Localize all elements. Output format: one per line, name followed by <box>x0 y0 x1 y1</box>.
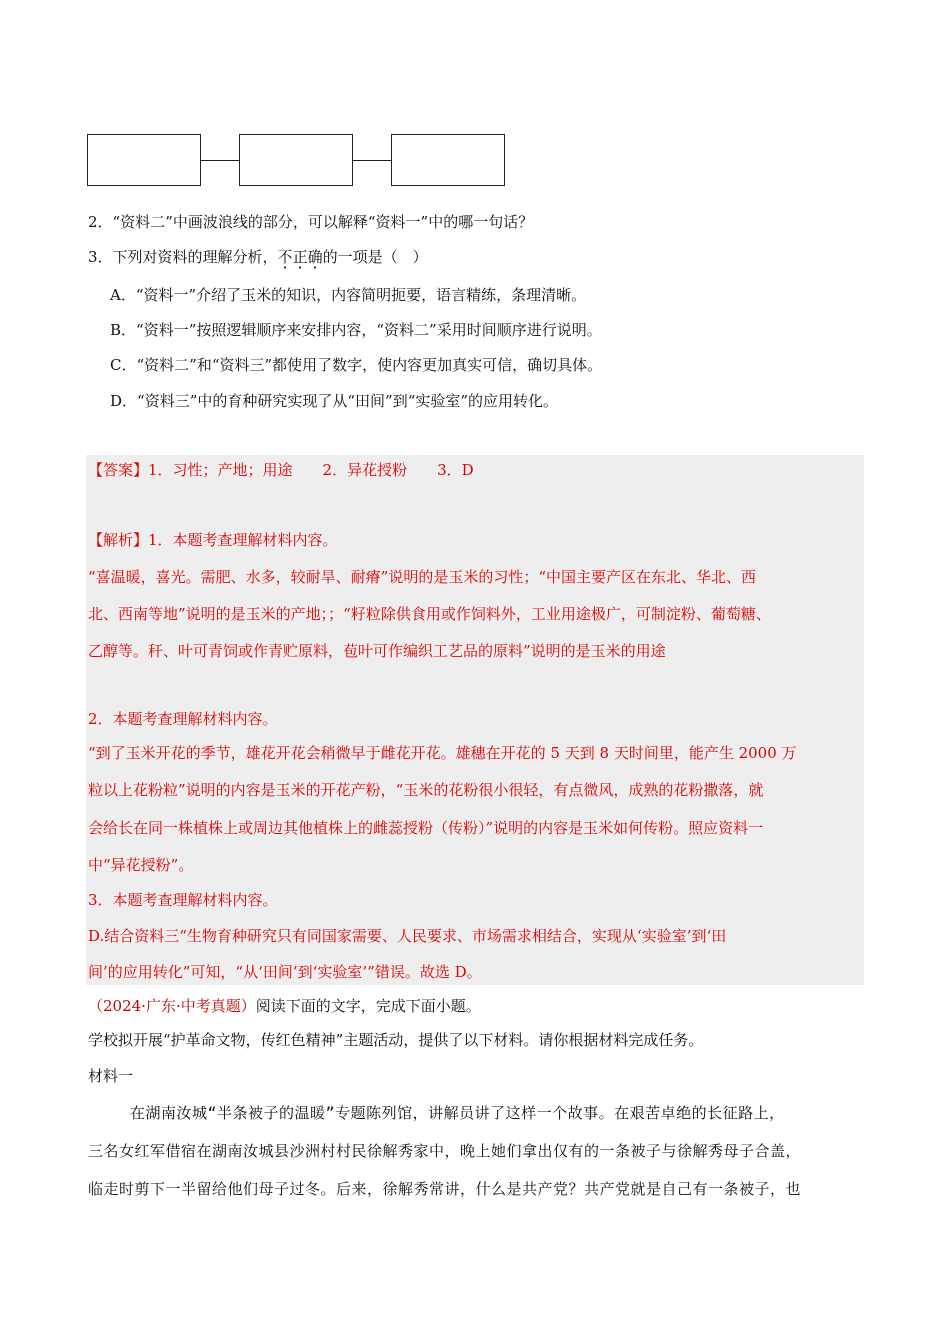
analysis-2-line-2: 粒以上花粉粒”说明的内容是玉米的开花产粉，“玉米的花粉很小很轻，有点微风，成熟的花粉撒落，就 <box>88 781 764 799</box>
flow-connector-1 <box>201 160 239 161</box>
flow-box-2 <box>239 134 353 186</box>
analysis-2-line-3: 会给长在同一株植株上或周边其他植株上的雌蕊授粉（传粉）”说明的内容是玉米如何传粉。照应资料一 <box>88 819 764 837</box>
material-line-2: 三名女红军借宿在湖南汝城县沙洲村村民徐解秀家中，晚上她们拿出仅有的一条被子与徐解秀母子合盖， <box>88 1142 802 1160</box>
analysis-2-line-1: “到了玉米开花的季节，雄花开花会稍微早于雌花开花。雄穗在开花的 5 天到 8 天时间里，能产生 2000 万 <box>88 744 797 762</box>
source-instruction: 阅读下面的文字，完成下面小题。 <box>255 997 481 1015</box>
analysis-label: 【解析】 <box>88 531 149 549</box>
emphasis-char: 不 <box>277 248 293 266</box>
answer-line <box>88 460 474 480</box>
option-b: B．“资料一”按照逻辑顺序来安排内容，“资料二”采用时间顺序进行说明。 <box>110 321 602 339</box>
emphasis-char: 正 <box>292 248 308 266</box>
emphasis-char: 确 <box>307 248 323 266</box>
next-question-source-line <box>88 996 481 1016</box>
analysis-2-head: 2．本题考查理解材料内容。 <box>88 710 278 728</box>
option-a: A．“资料一”介绍了玉米的知识，内容简明扼要，语言精练，条理清晰。 <box>110 286 587 304</box>
question-3-tail: 的一项是（ ） <box>322 248 428 266</box>
analysis-3-line-2: 间’的应用转化”可知，“从‘田间’到‘实验室’”错误。故选 D。 <box>88 963 482 981</box>
activity-intro: 学校拟开展“护革命文物，传红色精神”主题活动，提供了以下材料。请你根据材料完成任务。 <box>88 1031 704 1049</box>
analysis-head-1 <box>88 530 338 550</box>
question-3-text: 3．下列对资料的理解分析， <box>88 248 278 266</box>
analysis-item-1: 1．本题考查理解材料内容。 <box>148 531 338 549</box>
answer-label: 【答案】 <box>88 461 149 479</box>
option-d: D．“资料三”中的育种研究实现了从“田间”到“实验室”的应用转化。 <box>110 392 559 410</box>
material-label: 材料一 <box>88 1067 134 1085</box>
analysis-1-line-3: 乙醇等。秆、叶可青饲或作青贮原料，苞叶可作编织工艺品的原料”说明的是玉米的用途 <box>88 642 666 660</box>
analysis-1-line-1: “喜温暖，喜光。需肥、水多，较耐旱、耐瘠”说明的是玉米的习性；“中国主要产区在东北、华北、西 <box>88 568 757 586</box>
analysis-3-line-1: D.结合资料三“生物育种研究只有同国家需要、人民要求、市场需求相结合，实现从‘实验室’到‘田 <box>88 927 727 945</box>
material-line-1: 在湖南汝城“半条被子的温暖”专题陈列馆，讲解员讲了这样一个故事。在艰苦卓绝的长征路上， <box>130 1104 785 1122</box>
flow-box-3 <box>391 134 505 186</box>
source-tag: （2024·广东·中考真题） <box>88 997 256 1015</box>
option-c: C．“资料二”和“资料三”都使用了数字，使内容更加真实可信，确切具体。 <box>110 356 603 374</box>
flow-box-1 <box>87 134 201 186</box>
analysis-3-head: 3．本题考查理解材料内容。 <box>88 891 278 909</box>
question-2: 2．“资料二”中画波浪线的部分，可以解释“资料一”中的哪一句话？ <box>88 213 534 231</box>
analysis-2-line-4: 中“异花授粉”。 <box>88 856 194 874</box>
question-3 <box>88 247 428 267</box>
answer-text: 1．习性；产地；用途 2．异花授粉 3．D <box>148 461 474 479</box>
analysis-1-line-2: 北、西南等地”说明的是玉米的产地；；“籽粒除供食用或作饲料外，工业用途极广，可制淀粉、葡萄糖、 <box>88 605 771 623</box>
material-line-3: 临走时剪下一半留给他们母子过冬。后来，徐解秀常讲，什么是共产党？共产党就是自己有一条被子，也 <box>88 1180 802 1198</box>
flow-connector-2 <box>353 160 391 161</box>
